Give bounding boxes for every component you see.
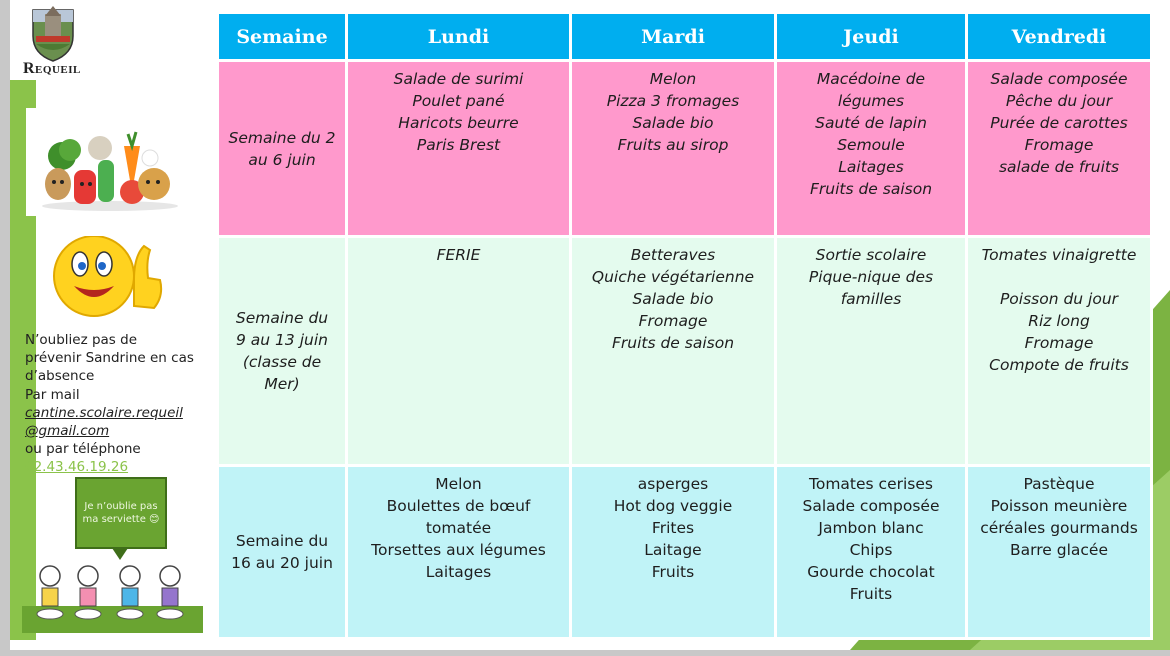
dish: Haricots beurre bbox=[398, 114, 519, 132]
bubble-text: Je n’oublie pas ma serviette 😊 bbox=[82, 501, 160, 525]
bubble-tail bbox=[112, 548, 128, 560]
dish: Poisson du jour bbox=[999, 290, 1119, 308]
note-line: d’absence bbox=[25, 368, 95, 385]
absence-note bbox=[25, 331, 205, 477]
bottom-frame bbox=[0, 650, 1170, 656]
menu-cell-tuesday bbox=[571, 466, 776, 639]
phone-intro: ou par téléphone bbox=[25, 441, 141, 458]
menu-cell-thursday bbox=[776, 466, 967, 639]
header-tuesday: Mardi bbox=[571, 13, 776, 61]
dish: Laitages bbox=[838, 158, 904, 176]
week-line: 9 au 13 juin bbox=[236, 331, 328, 349]
dish: Boulettes de bœuf bbox=[386, 497, 531, 515]
dish: Melon bbox=[435, 475, 482, 493]
dish: Poisson meunière bbox=[990, 497, 1128, 515]
dish: FERIE bbox=[436, 246, 481, 264]
dish: Frites bbox=[651, 519, 695, 537]
header-monday: Lundi bbox=[347, 13, 571, 61]
dish: Chips bbox=[849, 541, 893, 559]
menu-cell-tuesday bbox=[571, 237, 776, 466]
week-line: Semaine du 2 bbox=[228, 128, 336, 147]
table-row bbox=[218, 237, 1152, 466]
email-link-part[interactable]: @gmail.com bbox=[25, 423, 110, 440]
dish: Fruits bbox=[849, 585, 893, 603]
dish: Fruits bbox=[651, 563, 695, 581]
dish: Barre glacée bbox=[1010, 541, 1108, 559]
week-cell bbox=[218, 61, 347, 237]
menu-cell-monday bbox=[347, 466, 571, 639]
menu-cell-friday bbox=[967, 237, 1152, 466]
week-line: Semaine du bbox=[235, 309, 329, 327]
table-row bbox=[218, 466, 1152, 639]
dish: familles bbox=[840, 290, 902, 308]
week-line: Mer) bbox=[264, 375, 300, 393]
town-name: Requeil bbox=[23, 60, 81, 77]
header-thursday: Jeudi bbox=[776, 13, 967, 61]
menu-table bbox=[216, 11, 1153, 640]
menu-cell-thursday bbox=[776, 61, 967, 237]
dish: Tomates vinaigrette bbox=[981, 246, 1137, 264]
left-frame bbox=[0, 0, 10, 656]
dish: Salade composée bbox=[990, 70, 1128, 88]
dish: Tomates cerises bbox=[809, 475, 933, 493]
dish: Paris Brest bbox=[416, 136, 501, 154]
dish: Fromage bbox=[1024, 334, 1094, 352]
dish: céréales gourmands bbox=[980, 519, 1138, 537]
dish: Pizza 3 fromages bbox=[606, 92, 740, 110]
dish: Torsettes aux légumes bbox=[371, 541, 546, 559]
menu-cell-monday bbox=[347, 61, 571, 237]
dish: salade de fruits bbox=[998, 158, 1120, 176]
dish: Fromage bbox=[638, 312, 708, 330]
dish: Compote de fruits bbox=[989, 356, 1129, 374]
dish: Quiche végétarienne bbox=[591, 268, 755, 286]
email-link-part[interactable]: cantine.scolaire.requeil bbox=[25, 404, 183, 421]
dish: Fruits de saison bbox=[809, 180, 933, 198]
phone-link[interactable]: 02.43.46.19.26 bbox=[25, 459, 129, 476]
dish: Fromage bbox=[1024, 136, 1094, 154]
menu-cell-thursday bbox=[776, 237, 967, 466]
dish: Sauté de lapin bbox=[815, 114, 927, 132]
dish: Hot dog veggie bbox=[613, 497, 733, 515]
header-week: Semaine bbox=[218, 13, 347, 61]
menu-cell-monday bbox=[347, 237, 571, 466]
children-at-table-icon bbox=[22, 560, 203, 633]
dish: Poulet pané bbox=[412, 92, 505, 110]
header-row bbox=[218, 13, 1152, 61]
dish: Salade bio bbox=[632, 290, 714, 308]
smiley-thumbs-up-icon bbox=[50, 236, 166, 322]
note-line: prévenir Sandrine en cas bbox=[25, 350, 194, 367]
dish: Riz long bbox=[1028, 312, 1090, 330]
dish: Betteraves bbox=[630, 246, 716, 264]
dish-spacer bbox=[972, 266, 1146, 288]
dish: Jambon blanc bbox=[818, 519, 924, 537]
week-line: 16 au 20 juin bbox=[231, 554, 333, 572]
dish: Salade de surimi bbox=[393, 70, 524, 88]
dish: Pastèque bbox=[1023, 475, 1095, 493]
town-crest-icon bbox=[30, 6, 76, 62]
vegetables-illustration-icon bbox=[40, 126, 180, 212]
dish: Semoule bbox=[837, 136, 905, 154]
header-friday: Vendredi bbox=[967, 13, 1152, 61]
dish: tomatée bbox=[425, 519, 492, 537]
dish: Laitage bbox=[644, 541, 702, 559]
dish: Laitages bbox=[425, 563, 492, 581]
dish: légumes bbox=[837, 92, 905, 110]
note-line: Par mail bbox=[25, 386, 80, 403]
dish: Purée de carottes bbox=[990, 114, 1128, 132]
table-row bbox=[218, 61, 1152, 237]
menu-cell-friday bbox=[967, 61, 1152, 237]
week-cell bbox=[218, 237, 347, 466]
dish: Pique-nique des bbox=[808, 268, 934, 286]
week-cell bbox=[218, 466, 347, 639]
note-line: N’oubliez pas de bbox=[25, 332, 138, 348]
dish: Macédoine de bbox=[816, 70, 926, 88]
napkin-reminder-bubble bbox=[75, 477, 167, 549]
dish: Melon bbox=[649, 70, 697, 88]
menu-cell-friday bbox=[967, 466, 1152, 639]
week-line: au 6 juin bbox=[248, 150, 316, 169]
week-line: (classe de bbox=[242, 353, 322, 371]
dish: Sortie scolaire bbox=[815, 246, 927, 264]
dish: Salade bio bbox=[632, 114, 714, 132]
dish: Gourde chocolat bbox=[807, 563, 935, 581]
dish: Fruits de saison bbox=[611, 334, 735, 352]
week-line: Semaine du bbox=[235, 532, 329, 550]
menu-cell-tuesday bbox=[571, 61, 776, 237]
dish: Fruits au sirop bbox=[617, 136, 729, 154]
dish: Salade composée bbox=[802, 497, 940, 515]
dish: Pêche du jour bbox=[1005, 92, 1113, 110]
dish: asperges bbox=[637, 475, 709, 493]
